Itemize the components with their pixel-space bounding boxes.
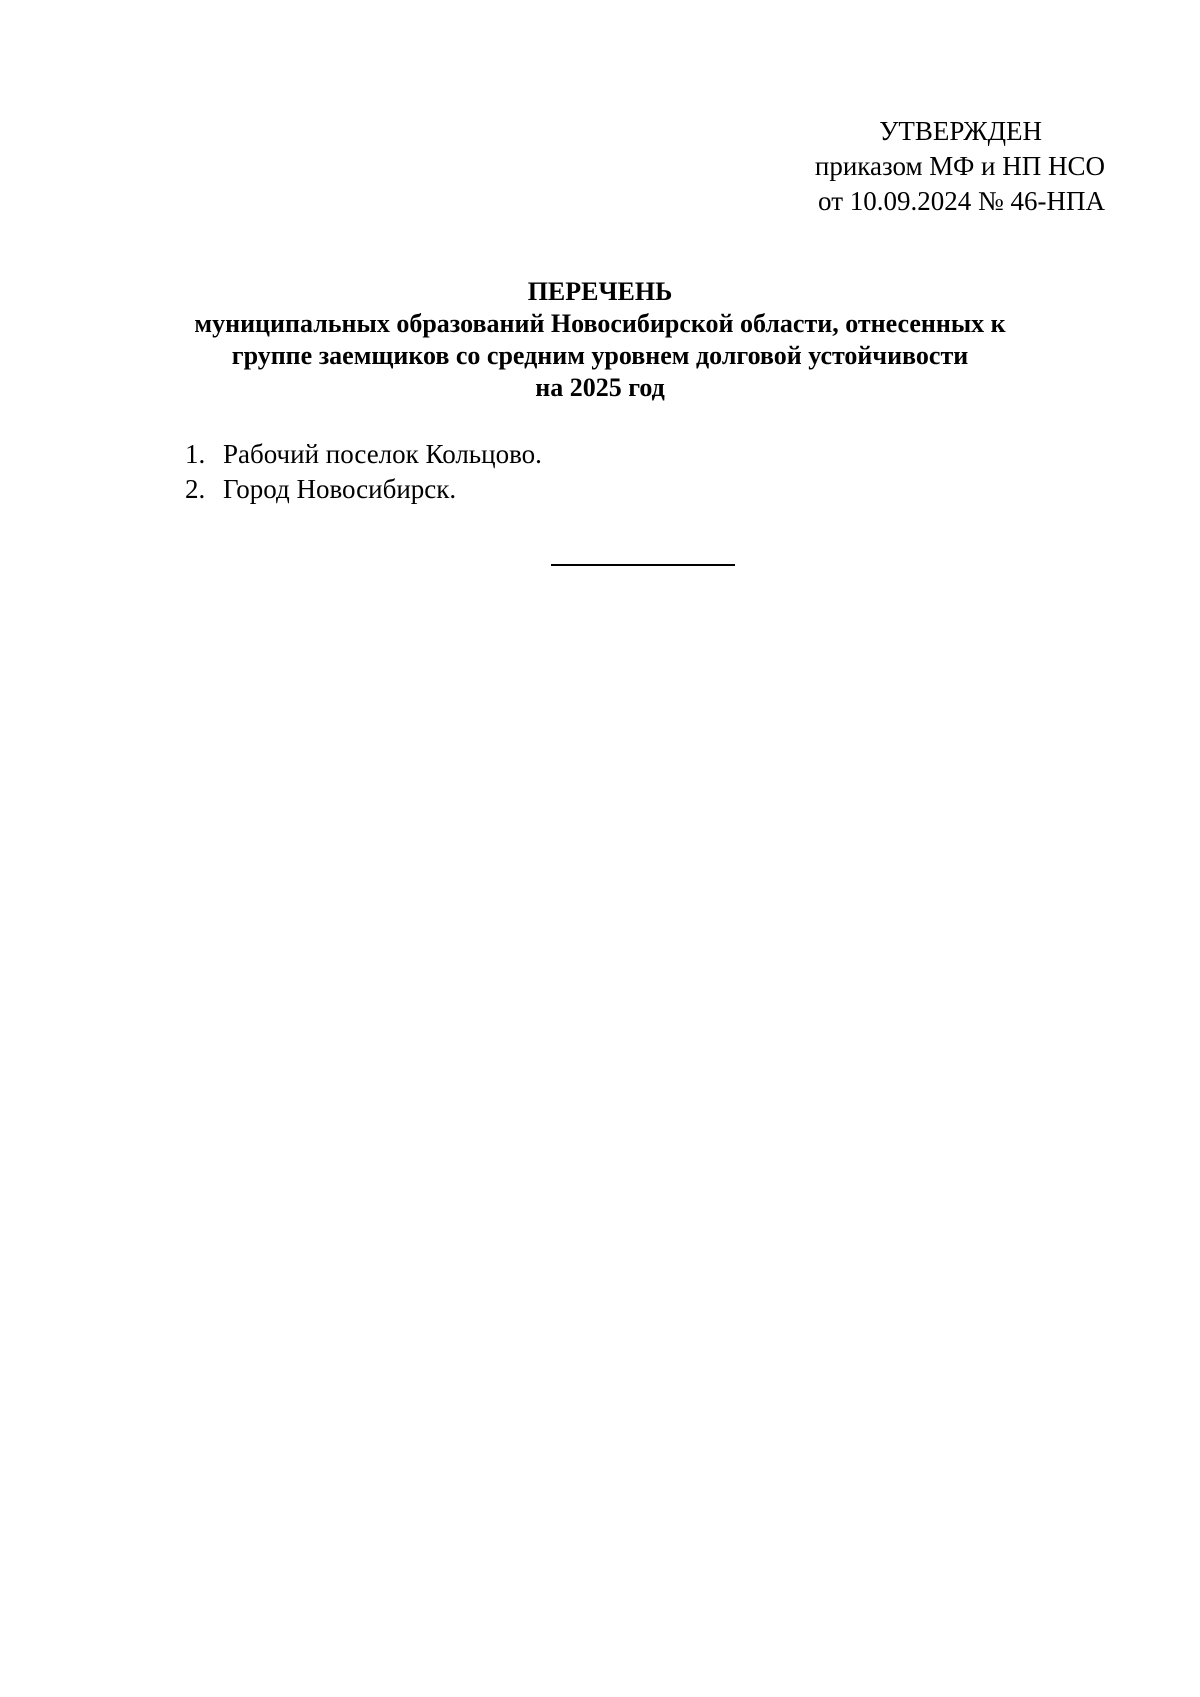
approval-date-number: от 10.09.2024 № 46-НПА bbox=[818, 186, 1105, 216]
title-line-3: на 2025 год bbox=[535, 373, 665, 402]
end-divider bbox=[551, 564, 735, 566]
title-line-1: муниципальных образований Новосибирской области, отнесенных к bbox=[194, 309, 1006, 338]
approval-status: УТВЕРЖДЕН bbox=[879, 116, 1042, 146]
title-heading: ПЕРЕЧЕНЬ bbox=[527, 277, 673, 306]
document-title bbox=[0, 276, 1200, 404]
list-item bbox=[185, 437, 542, 472]
approval-order: приказом МФ и НП НСО bbox=[814, 151, 1105, 181]
approval-stamp bbox=[705, 114, 1105, 219]
municipality-list bbox=[185, 437, 542, 507]
list-item-number: 2. bbox=[185, 474, 206, 504]
list-item-number: 1. bbox=[185, 439, 206, 469]
title-line-2: группе заемщиков со средним уровнем долговой устойчивости bbox=[231, 341, 969, 370]
list-item-text: Рабочий поселок Кольцово. bbox=[223, 439, 542, 469]
list-item bbox=[185, 472, 542, 507]
list-item-text: Город Новосибирск. bbox=[223, 474, 457, 504]
